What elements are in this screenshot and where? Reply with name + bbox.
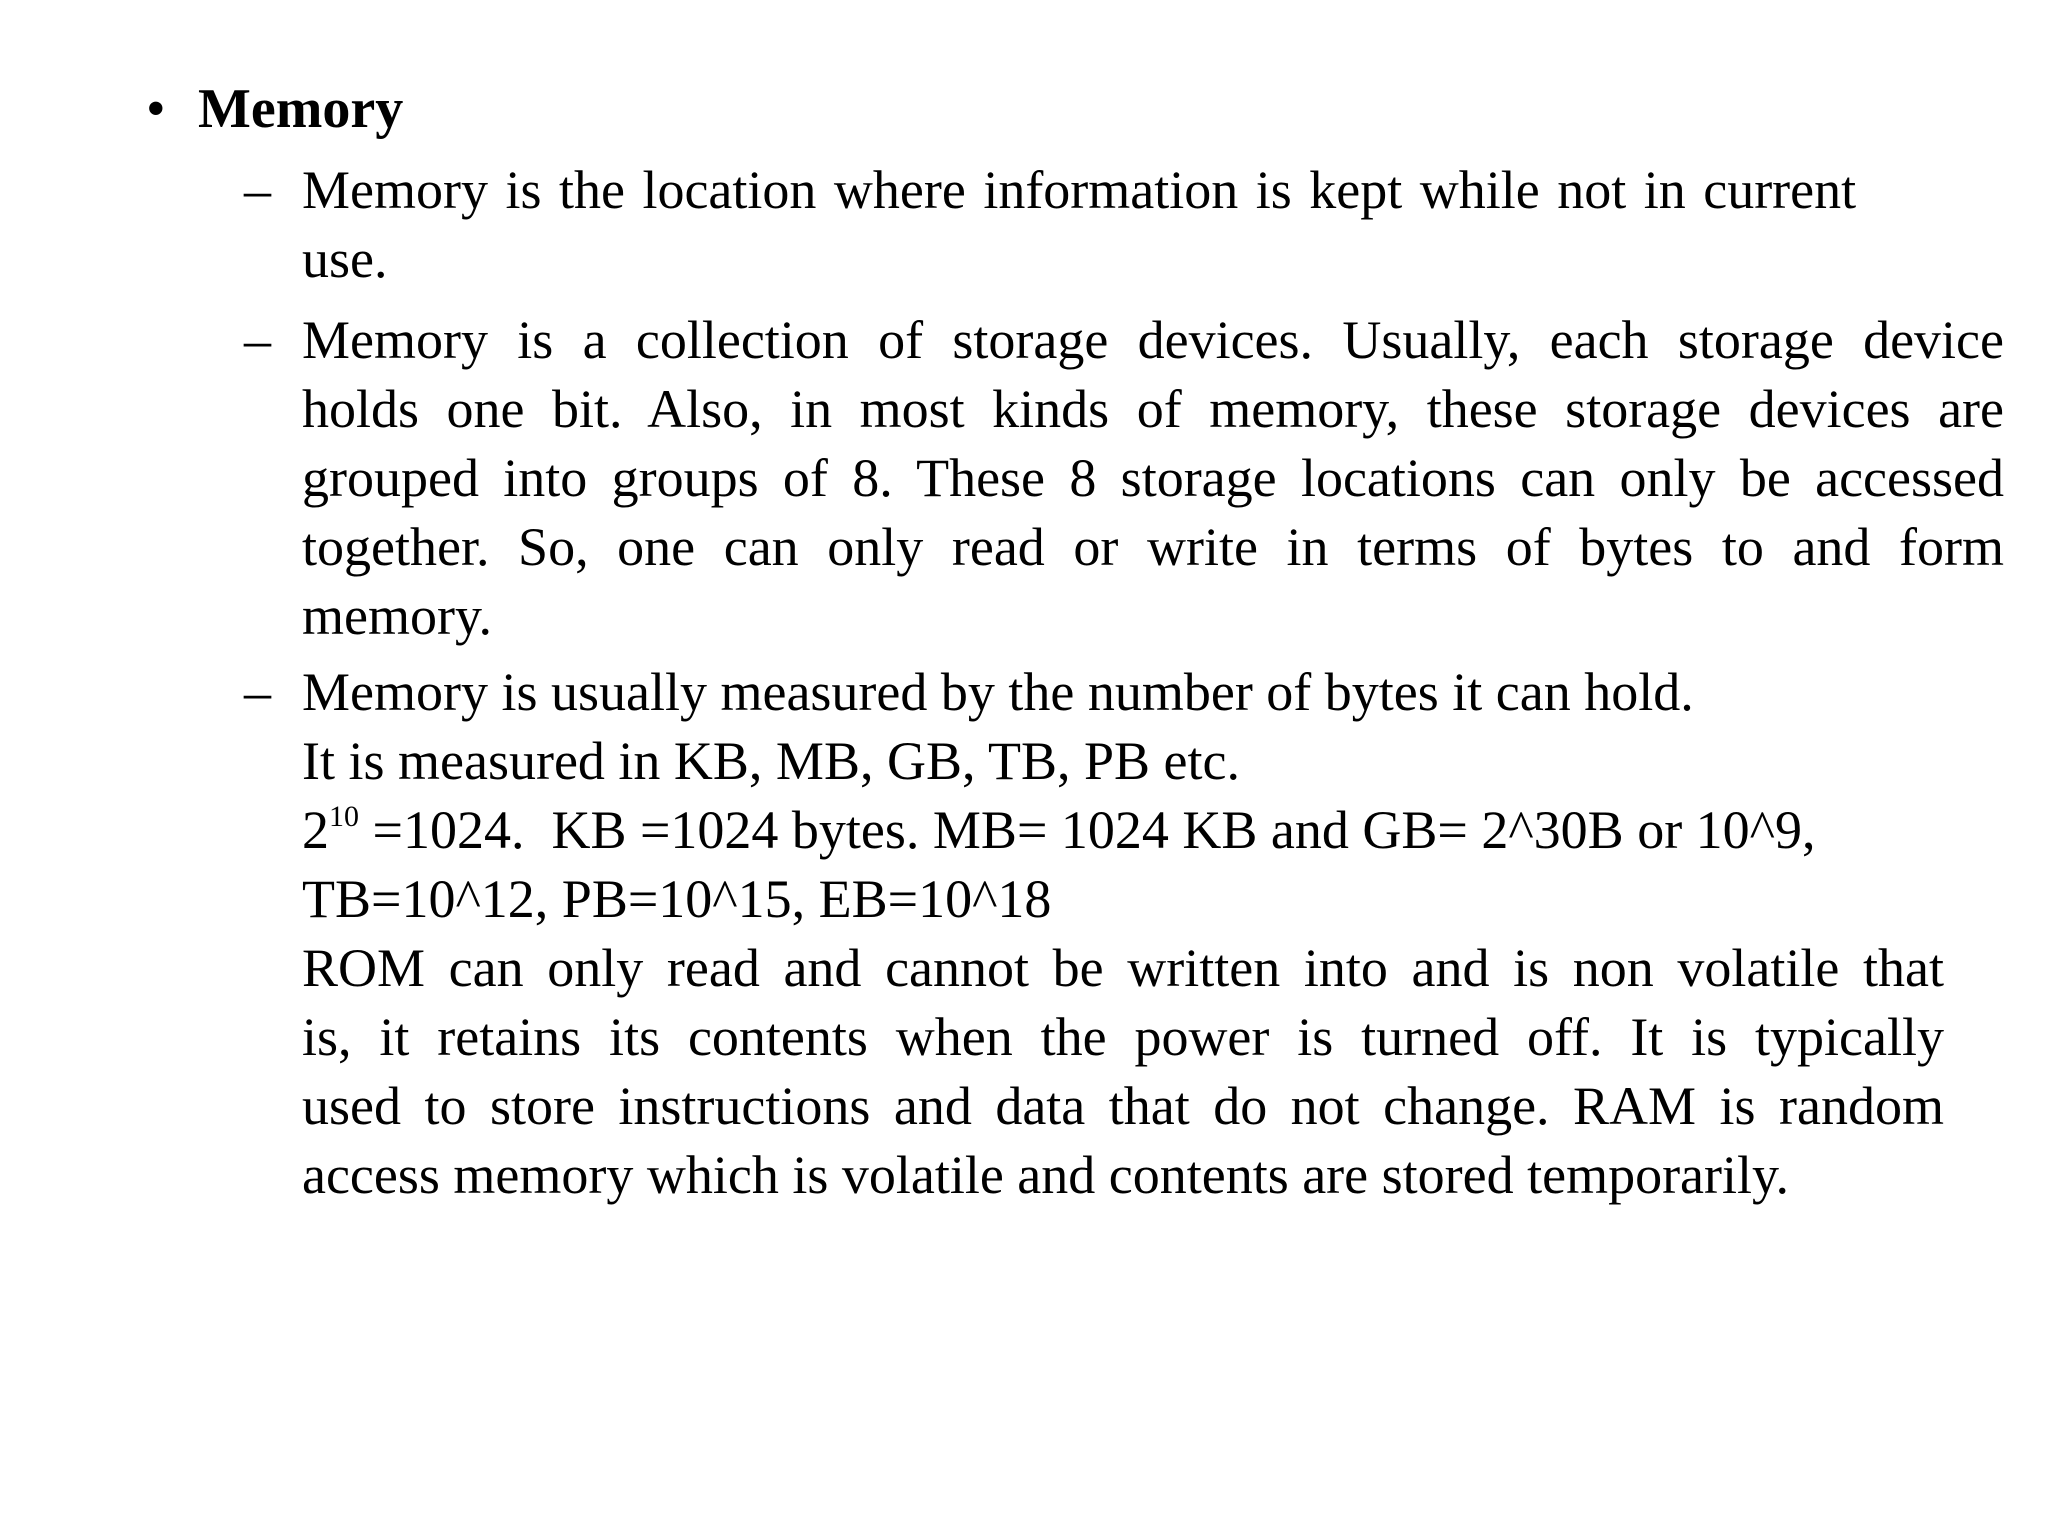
dash-icon: –: [244, 662, 271, 722]
sub-item-1-text: [302, 156, 1942, 294]
sub-item-2: [244, 306, 2004, 651]
power-text: =1024. KB =1024 bytes. MB= 1024 KB and GB= 2^30B or 10^9,: [359, 800, 1816, 860]
text-line: use.: [302, 229, 388, 289]
text-line: grouped into groups of 8. These 8 storage locations can only be accessed: [302, 448, 2004, 508]
text-line: memory.: [302, 586, 492, 646]
text-line: is, it retains its contents when the power is turned off. It is typically: [302, 1007, 1944, 1067]
sub-item-3-text: [302, 658, 1944, 1210]
bullet-heading: [146, 74, 403, 144]
dash-icon: –: [244, 160, 271, 220]
sub-item-1: [244, 156, 1944, 294]
sub-item-3: [244, 658, 1944, 1210]
bullet-point-icon: •: [146, 78, 166, 140]
text-line: access memory which is volatile and contents are stored temporarily.: [302, 1145, 1790, 1205]
dash-icon: –: [244, 310, 271, 370]
power-base: 2: [302, 800, 329, 860]
heading-memory: Memory: [198, 78, 404, 140]
text-line: Memory is usually measured by the number of bytes it can hold.: [302, 662, 1694, 722]
text-line: TB=10^12, PB=10^15, EB=10^18: [302, 869, 1052, 929]
text-line-powers: [302, 796, 1944, 865]
text-line: used to store instructions and data that do not change. RAM is random: [302, 1076, 1944, 1136]
text-line: Memory is a collection of storage devices. Usually, each storage device: [302, 310, 2004, 370]
text-line: holds one bit. Also, in most kinds of memory, these storage devices are: [302, 379, 2004, 439]
text-line: It is measured in KB, MB, GB, TB, PB etc.: [302, 731, 1240, 791]
text-line: ROM can only read and cannot be written into and is non volatile that: [302, 938, 1944, 998]
sub-item-2-text: [302, 306, 2004, 651]
text-line: together. So, one can only read or write in terms of bytes to and form: [302, 517, 2004, 577]
power-exponent: 10: [329, 800, 359, 833]
text-line: Memory is the location where information is kept while not in current: [302, 160, 1857, 220]
